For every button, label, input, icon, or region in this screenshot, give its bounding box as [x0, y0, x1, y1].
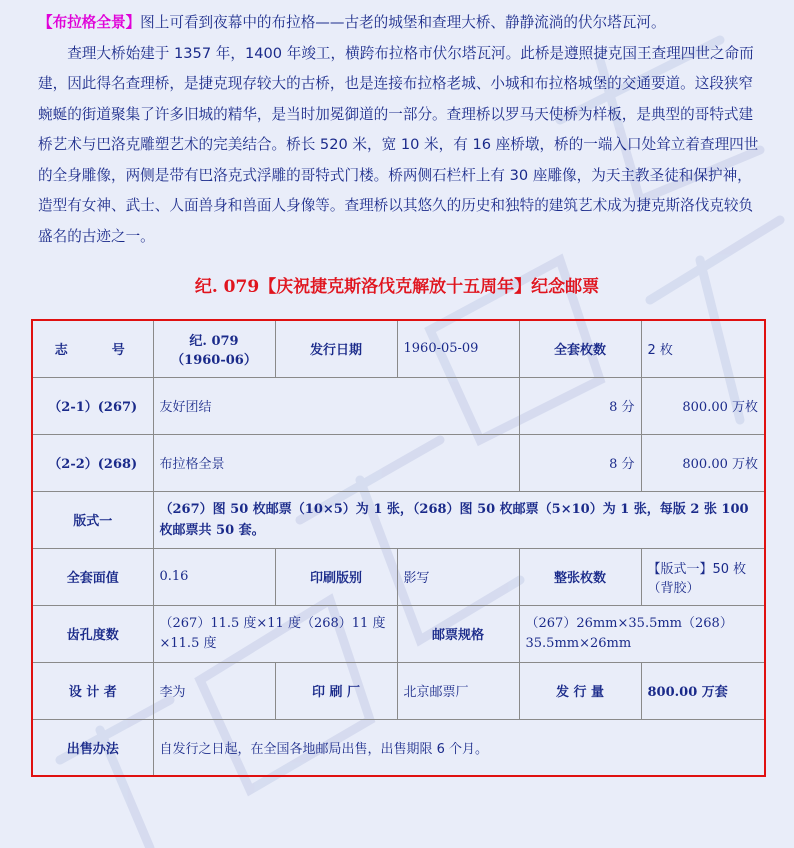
stamp-face-value: 8 分 [519, 377, 641, 434]
label-set-count: 全套枚数 [519, 320, 641, 377]
stamp-name: 布拉格全景 [153, 434, 519, 491]
issue-date: 1960-05-09 [397, 320, 519, 377]
label-sheet-count: 整张枚数 [519, 548, 641, 605]
perforation: （267）11.5 度×11 度（268）11 度×11.5 度 [153, 605, 397, 662]
label-stamp-size: 邮票规格 [397, 605, 519, 662]
table-row [32, 320, 765, 377]
table-row [32, 605, 765, 662]
intro-first-line: 图上可看到夜幕中的布拉格——古老的城堡和查理大桥、静静流淌的伏尔塔瓦河。 [140, 14, 666, 31]
sale-method: 自发行之日起，在全国各地邮局出售，出售期限 6 个月。 [153, 719, 765, 776]
stamp-info-table [31, 319, 766, 777]
intro-highlight: 【布拉格全景】 [38, 14, 141, 31]
table-row [32, 377, 765, 434]
label-set-value: 全套面值 [32, 548, 153, 605]
table-row [32, 548, 765, 605]
page-title: 纪. 079【庆祝捷克斯洛伐克解放十五周年】纪念邮票 [194, 277, 600, 297]
label-print-type: 印刷版别 [275, 548, 397, 605]
label-format: 版式一 [32, 491, 153, 548]
set-value: 0.16 [153, 548, 275, 605]
label-sale-method: 出售办法 [32, 719, 153, 776]
sheet-count-line2: （背胶） [647, 580, 700, 596]
sheet-count [641, 548, 765, 605]
zhihao-value [153, 320, 275, 377]
issue-volume: 800.00 万套 [641, 662, 765, 719]
table-row [32, 662, 765, 719]
intro-text [38, 8, 766, 252]
stamp-face-value: 8 分 [519, 434, 641, 491]
stamp-quantity: 800.00 万枚 [641, 377, 765, 434]
label-printer: 印 刷 厂 [275, 662, 397, 719]
label-designer: 设 计 者 [32, 662, 153, 719]
stamp-id: （2-1）(267) [32, 377, 153, 434]
label-issue-date: 发行日期 [275, 320, 397, 377]
format-text: （267）图 50 枚邮票（10×5）为 1 张，（268）图 50 枚邮票（5×10）为 1 张，每版 2 张 100 枚邮票共 50 套。 [153, 491, 765, 548]
label-zhihao: 志 号 [32, 320, 153, 377]
label-perforation: 齿孔度数 [32, 605, 153, 662]
print-type: 影写 [397, 548, 519, 605]
table-row [32, 491, 765, 548]
sheet-count-line1: 【版式一】50 枚 [647, 561, 747, 577]
table-row [32, 719, 765, 776]
printer: 北京邮票厂 [397, 662, 519, 719]
label-issue-volume: 发 行 量 [519, 662, 641, 719]
set-count: 2 枚 [641, 320, 765, 377]
zhihao-number: 纪. 079 [189, 333, 239, 349]
stamp-name: 友好团结 [153, 377, 519, 434]
stamp-size: （267）26mm×35.5mm（268）35.5mm×26mm [519, 605, 765, 662]
intro-paragraph: 查理大桥始建于 1357 年，1400 年竣工，横跨布拉格市伏尔塔瓦河。此桥是遵照捷克国王查理四世之命而建，因此得名查理桥，是捷克现存较大的古桥，也是连接布拉格老城、小城和布拉格城堡的交通要道。这段狭窄蜿蜒的街道聚集了许多旧城的精华，是当时加冕御道的一部分。查理桥以罗马天使桥为样板，是典型的哥特式建桥艺术与巴洛克雕塑艺术的完美结合。桥长 520 米，宽 10 米，有 16 座桥墩，桥的一端入口处耸立着查理四世的全身雕像，两侧是带有巴洛克式浮雕的哥特式门楼。桥两侧石栏杆上有 30 座雕像，为天主教圣徒和保护神，造型有女神、武士、人面兽身和兽面人身像等。查理桥以其悠久的历史和独特的建筑艺术成为捷克斯洛伐克较负盛名的古迹之一。 [38, 44, 759, 245]
table-row [32, 434, 765, 491]
designer: 李为 [153, 662, 275, 719]
zhihao-year: （1960-06） [171, 352, 257, 368]
stamp-quantity: 800.00 万枚 [641, 434, 765, 491]
stamp-id: （2-2）(268) [32, 434, 153, 491]
